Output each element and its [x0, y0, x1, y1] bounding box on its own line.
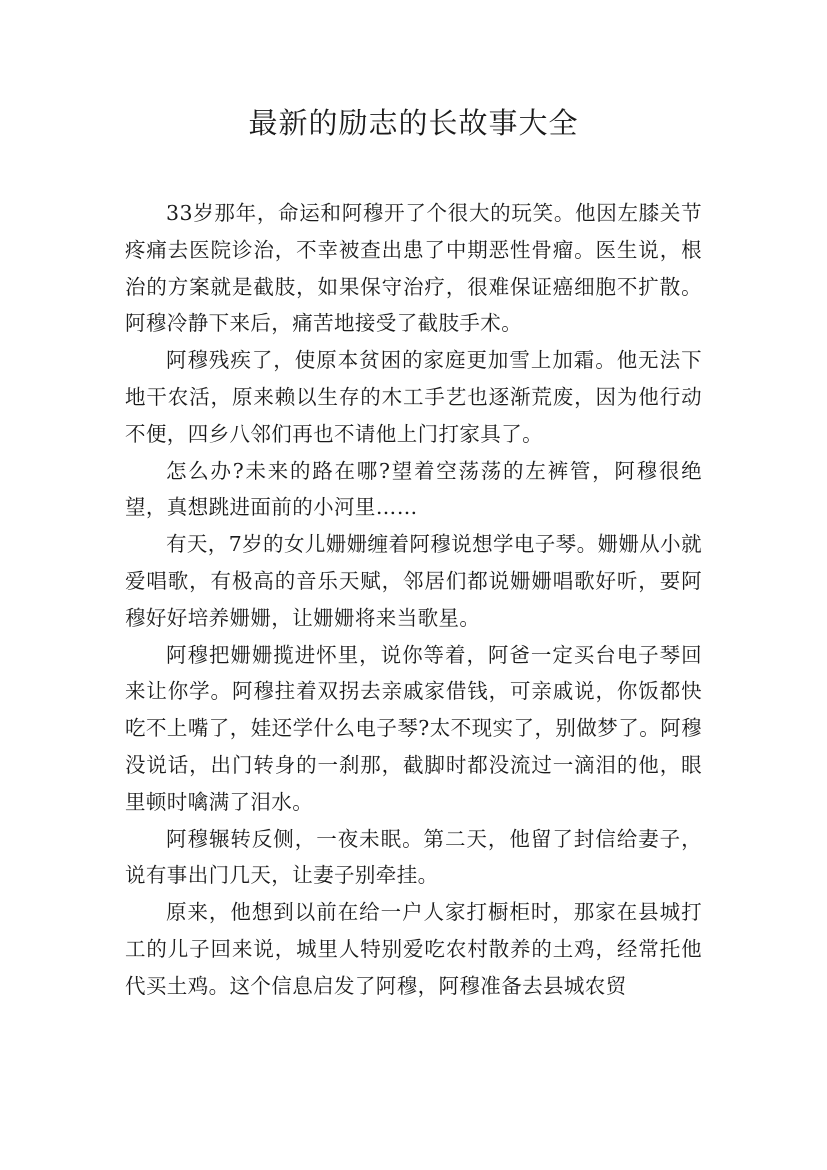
- paragraph: 原来，他想到以前在给一户人家打橱柜时，那家在县城打工的儿子回来说，城里人特别爱吃农村散养的土鸡，经常托他代买土鸡。这个信息启发了阿穆，阿穆准备去县城农贸: [125, 900, 702, 998]
- paragraph: 阿穆把姗姗揽进怀里，说你等着，阿爸一定买台电子琴回来让你学。阿穆拄着双拐去亲戚家借钱，可亲戚说，你饭都快吃不上嘴了，娃还学什么电子琴?太不现实了，别做梦了。阿穆没说话，出门转身的一刹那，截脚时都没流过一滴泪的他，眼里顿时噙满了泪水。: [125, 642, 702, 814]
- paragraph: 阿穆残疾了，使原本贫困的家庭更加雪上加霜。他无法下地干农活，原来赖以生存的木工手艺也逐渐荒废，因为他行动不便，四乡八邻们再也不请他上门打家具了。: [125, 348, 702, 446]
- document-body: [125, 195, 702, 1005]
- paragraph: 有天，7岁的女儿姗姗缠着阿穆说想学电子琴。姗姗从小就爱唱歌，有极高的音乐天赋，邻居们都说姗姗唱歌好听，要阿穆好好培养姗姗，让姗姗将来当歌星。: [125, 532, 702, 630]
- paragraph: 阿穆辗转反侧，一夜未眠。第二天，他留了封信给妻子，说有事出门几天，让妻子别牵挂。: [125, 826, 702, 888]
- paragraph: 怎么办?未来的路在哪?望着空荡荡的左裤管，阿穆很绝望，真想跳进面前的小河里……: [125, 458, 702, 520]
- document-title: 最新的励志的长故事大全: [248, 106, 579, 140]
- paragraph: 33岁那年，命运和阿穆开了个很大的玩笑。他因左膝关节疼痛去医院诊治，不幸被查出患了中期恶性骨瘤。医生说，根治的方案就是截肢，如果保守治疗，很难保证癌细胞不扩散。阿穆冷静下来后，痛苦地接受了截肢手术。: [125, 201, 702, 336]
